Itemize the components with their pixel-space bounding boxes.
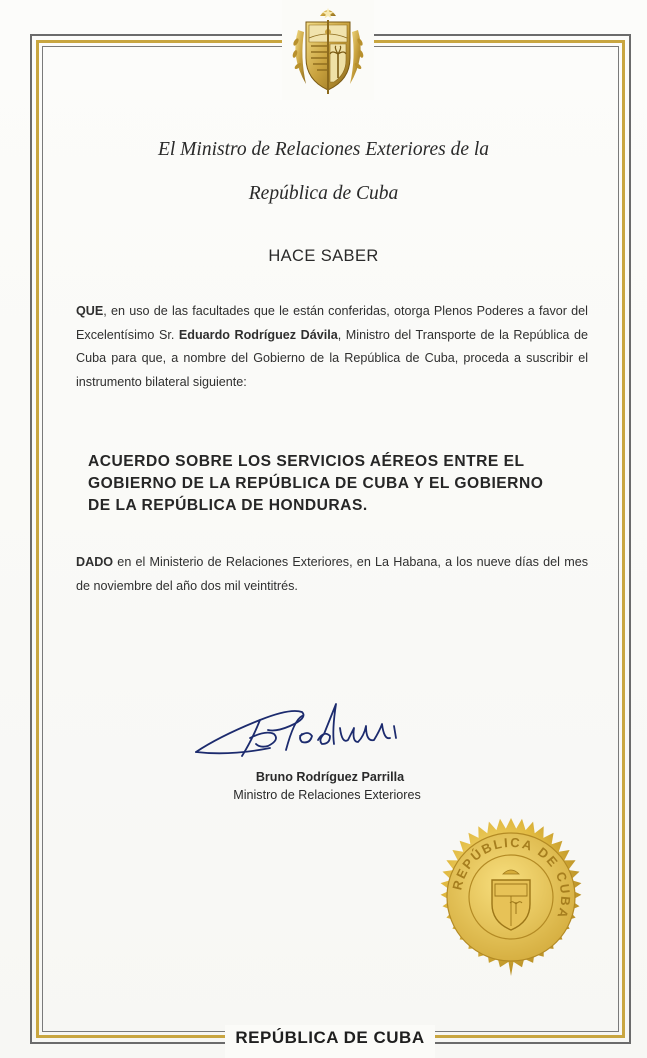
signature-icon <box>190 690 440 765</box>
issuer-heading-line-1: El Ministro de Relaciones Exteriores de la <box>157 139 490 160</box>
dado-text: en el Ministerio de Relaciones Exteriores, en La Habana, a los nueve días del mes de noviembre del año dos mil veintitrés. <box>76 555 588 593</box>
que-text-2: , Ministro del Transporte de la República de Cuba para que, a nombre del Gobierno de la República de Cuba, proceda a suscribir el instrumento bilateral siguiente: <box>76 327 588 389</box>
dado-lead: DADO <box>76 555 114 569</box>
seal-inscription: REPÚBLICA DE CUBA <box>449 834 574 922</box>
que-text-1: , en uso de las facultades que le están conferidas, otorga Plenos Poderes a favor del Excelentísimo Sr. <box>76 304 588 342</box>
proclamation-heading: HACE SABER <box>268 247 379 265</box>
coat-of-arms-icon <box>284 2 372 98</box>
que-lead: QUE <box>76 304 104 318</box>
issuer-heading-line-2: República de Cuba <box>248 183 399 204</box>
full-powers-paragraph <box>76 300 588 394</box>
signatory-title: Ministro de Relaciones Exteriores <box>233 788 421 802</box>
appointee-name: Eduardo Rodríguez Dávila <box>178 327 338 342</box>
agreement-title: ACUERDO SOBRE LOS SERVICIOS AÉREOS ENTRE EL GOBIERNO DE LA REPÚBLICA DE CUBA Y EL GOBIERNO DE LA REPÚBLICA DE HONDURAS. <box>88 453 544 514</box>
dado-paragraph <box>76 551 588 598</box>
footer-label: REPÚBLICA DE CUBA <box>235 1028 425 1047</box>
signatory-name: Bruno Rodríguez Parrilla <box>255 770 405 784</box>
gold-seal-icon <box>432 818 590 976</box>
